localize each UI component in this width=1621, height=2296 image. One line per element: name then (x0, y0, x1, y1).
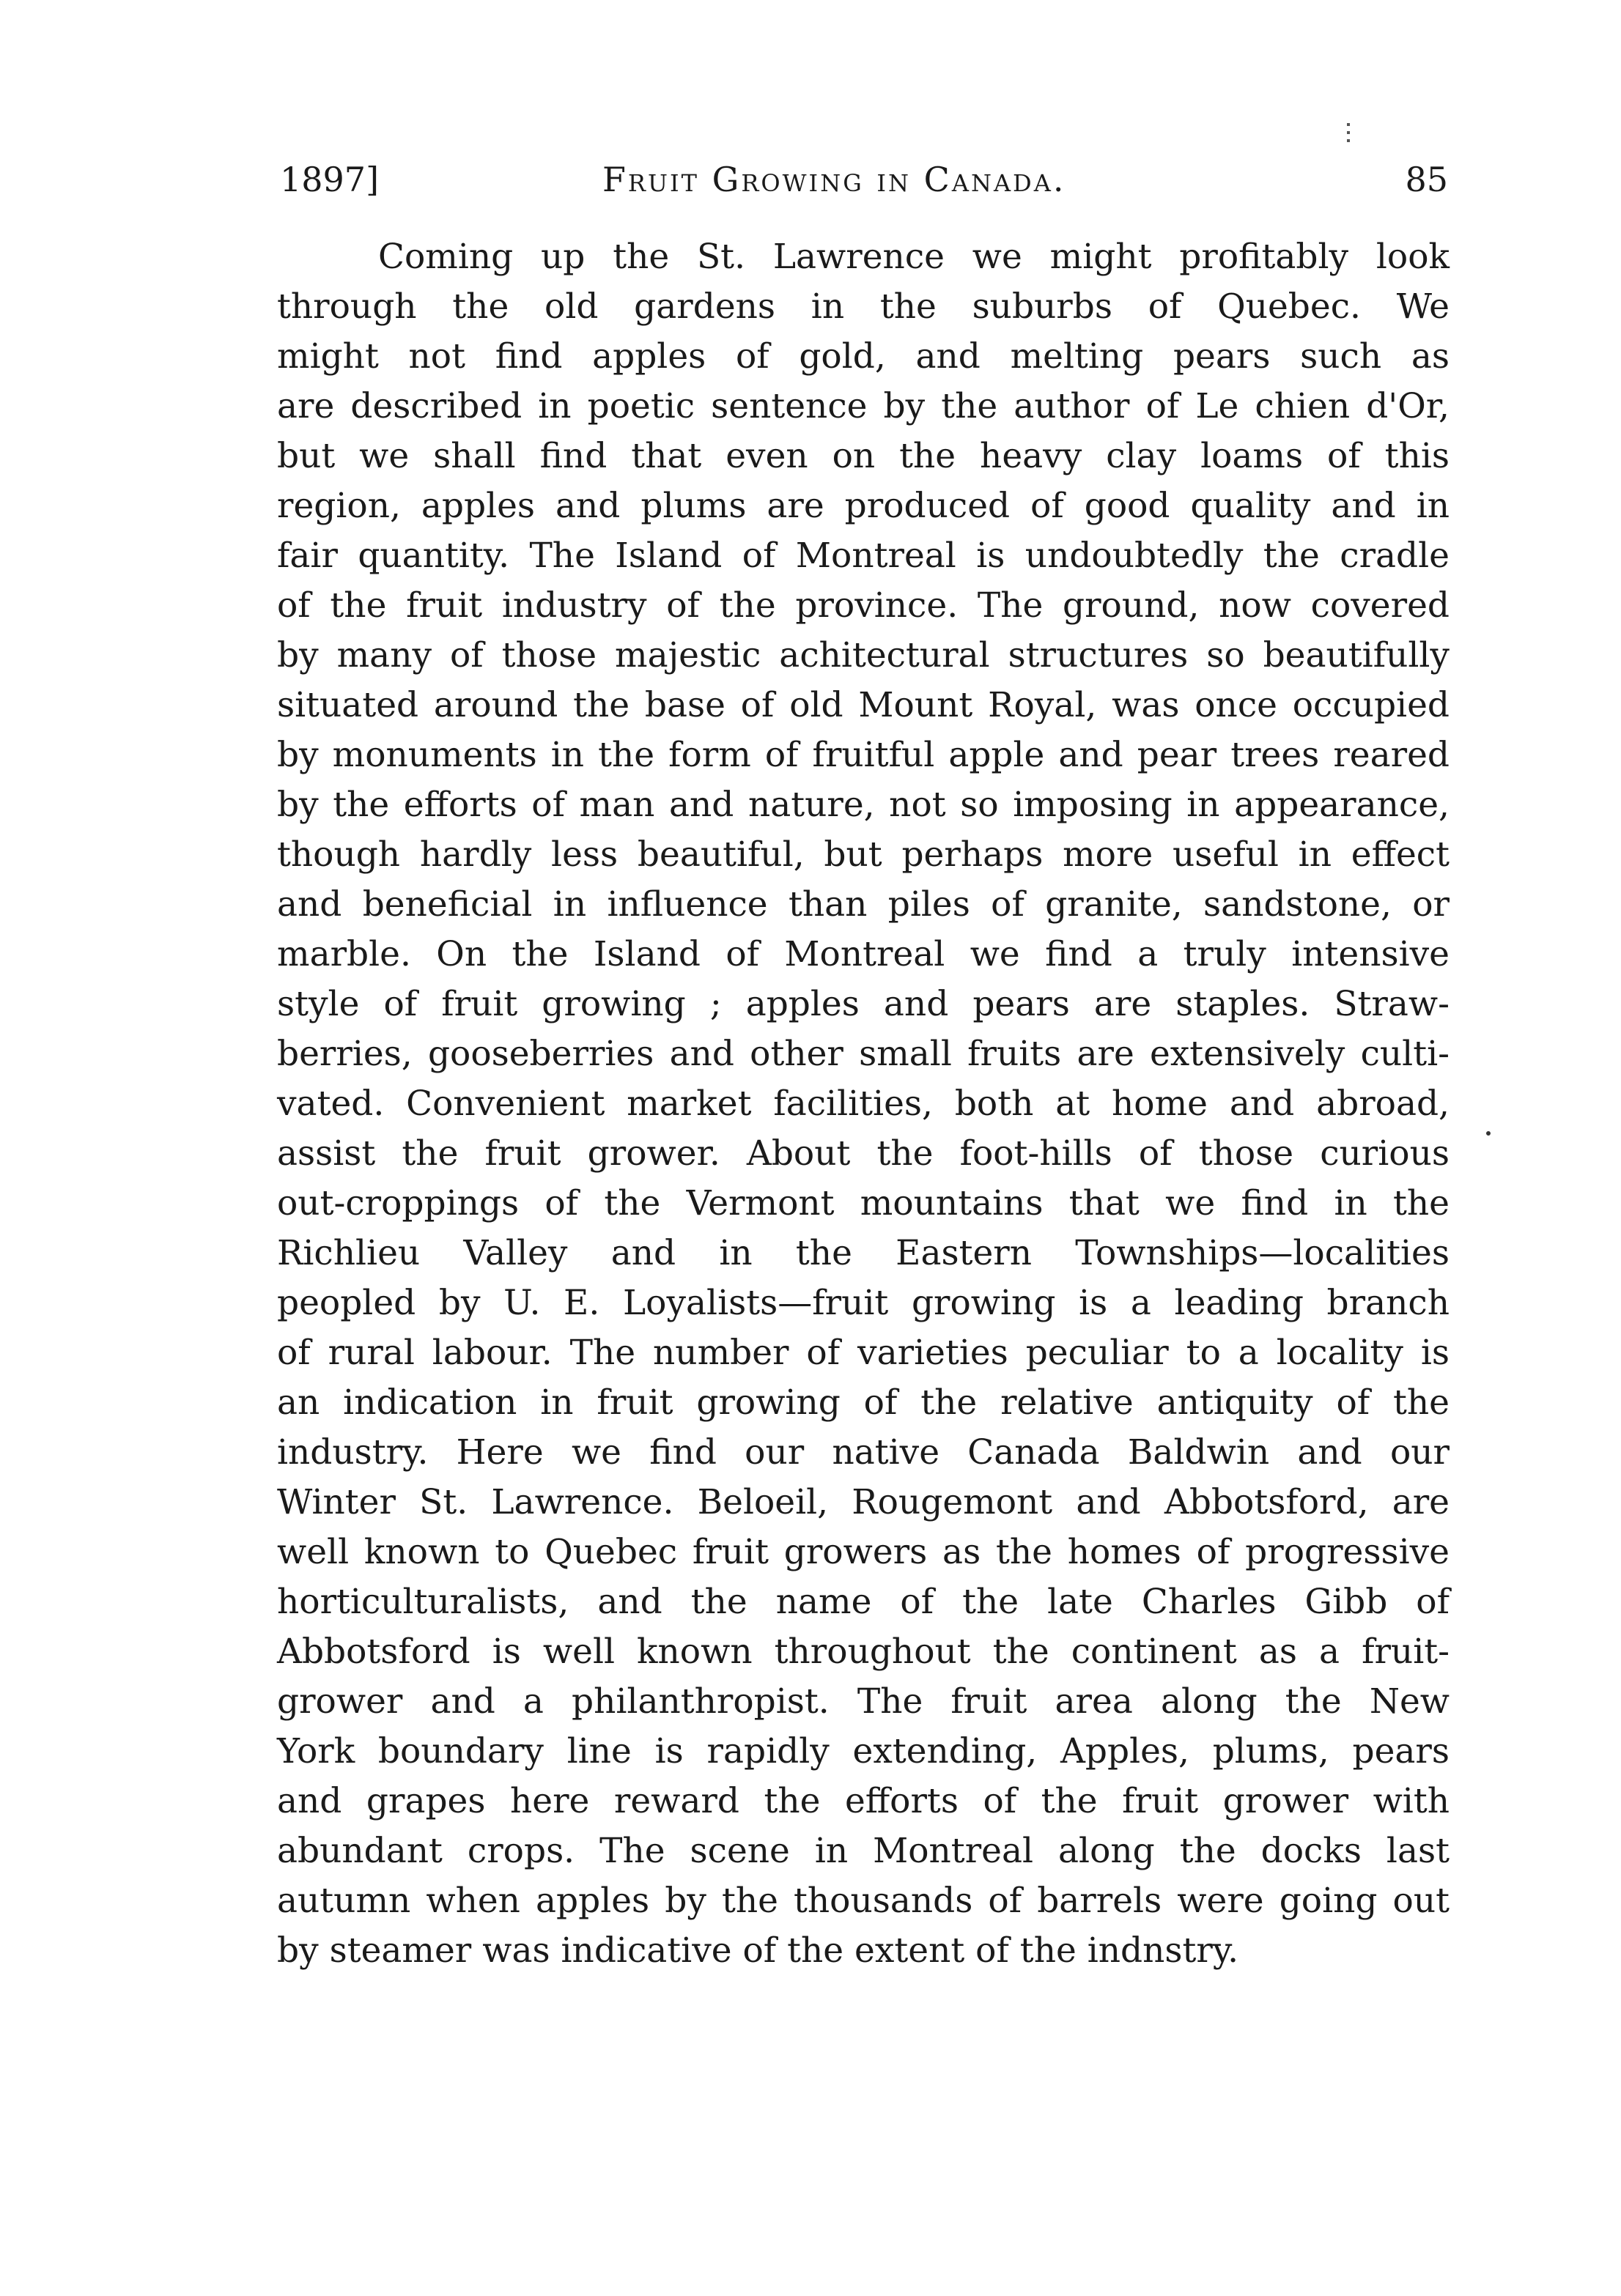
print-speck (1347, 123, 1350, 142)
text-line: an indication in fruit growing of the relative antiquity of the (277, 1382, 1450, 1423)
text-line: though hardly less beautiful, but perhaps more useful in effect (277, 834, 1450, 875)
text-line: might not find apples of gold, and melting pears such as (277, 336, 1450, 377)
text-line: abundant crops. The scene in Montreal along the docks last (277, 1831, 1450, 1871)
text-line: by steamer was indicative of the extent of the indnstry. (277, 1930, 1239, 1971)
text-line: and beneficial in influence than piles of granite, sandstone, or (277, 884, 1450, 925)
text-line: by many of those majestic achitectural structures so beautifully (277, 635, 1450, 675)
running-head (280, 150, 1448, 209)
text-line: region, apples and plums are produced of good quality and in (277, 486, 1450, 526)
text-line: marble. On the Island of Montreal we find a truly intensive (277, 934, 1450, 974)
text-line: York boundary line is rapidly extending, Apples, plums, pears (277, 1731, 1450, 1771)
text-line: out-croppings of the Vermont mountains that we find in the (277, 1183, 1450, 1223)
header-year: 1897] (280, 160, 380, 199)
text-line: fair quantity. The Island of Montreal is undoubtedly the cradle (277, 536, 1450, 576)
text-line: but we shall find that even on the heavy clay loams of this (277, 436, 1450, 476)
text-line: well known to Quebec fruit growers as the homes of progressive (277, 1532, 1450, 1572)
text-line: of the fruit industry of the province. The ground, now covered (277, 585, 1450, 626)
text-line: berries, gooseberries and other small fruits are extensively culti- (277, 1034, 1450, 1074)
header-title: Fruit Growing in Canada. (602, 160, 1066, 199)
text-line: Coming up the St. Lawrence we might profitably look (378, 237, 1450, 277)
page-number: 85 (1405, 160, 1448, 199)
text-line: assist the fruit grower. About the foot-hills of those curious (277, 1133, 1450, 1174)
text-line: Winter St. Lawrence. Beloeil, Rougemont and Abbotsford, are (277, 1482, 1450, 1522)
margin-dot (1486, 1131, 1491, 1136)
text-line: through the old gardens in the suburbs of Quebec. We (277, 286, 1450, 327)
text-line: Richlieu Valley and in the Eastern Townships—localities (277, 1233, 1450, 1273)
text-line: peopled by U. E. Loyalists—fruit growing is a leading branch (277, 1283, 1450, 1323)
text-line: and grapes here reward the efforts of the fruit grower with (277, 1781, 1450, 1821)
text-line: situated around the base of old Mount Royal, was once occupied (277, 685, 1450, 725)
text-line: autumn when apples by the thousands of barrels were going out (277, 1881, 1450, 1921)
text-line: are described in poetic sentence by the author of Le chien d'Or, (277, 386, 1450, 426)
text-line: vated. Convenient market facilities, both at home and abroad, (277, 1084, 1450, 1124)
text-line: style of fruit growing ; apples and pears are staples. Straw- (277, 984, 1450, 1024)
text-line: industry. Here we find our native Canada Baldwin and our (277, 1432, 1450, 1473)
text-line: Abbotsford is well known throughout the continent as a fruit- (277, 1632, 1450, 1672)
text-line: by the efforts of man and nature, not so imposing in appearance, (277, 785, 1450, 825)
text-line: by monuments in the form of fruitful apple and pear trees reared (277, 735, 1450, 775)
text-line: of rural labour. The number of varieties peculiar to a locality is (277, 1333, 1450, 1373)
text-line: horticulturalists, and the name of the late Charles Gibb of (277, 1582, 1450, 1622)
text-line: grower and a philanthropist. The fruit area along the New (277, 1681, 1450, 1722)
body-paragraph (277, 232, 1450, 1976)
